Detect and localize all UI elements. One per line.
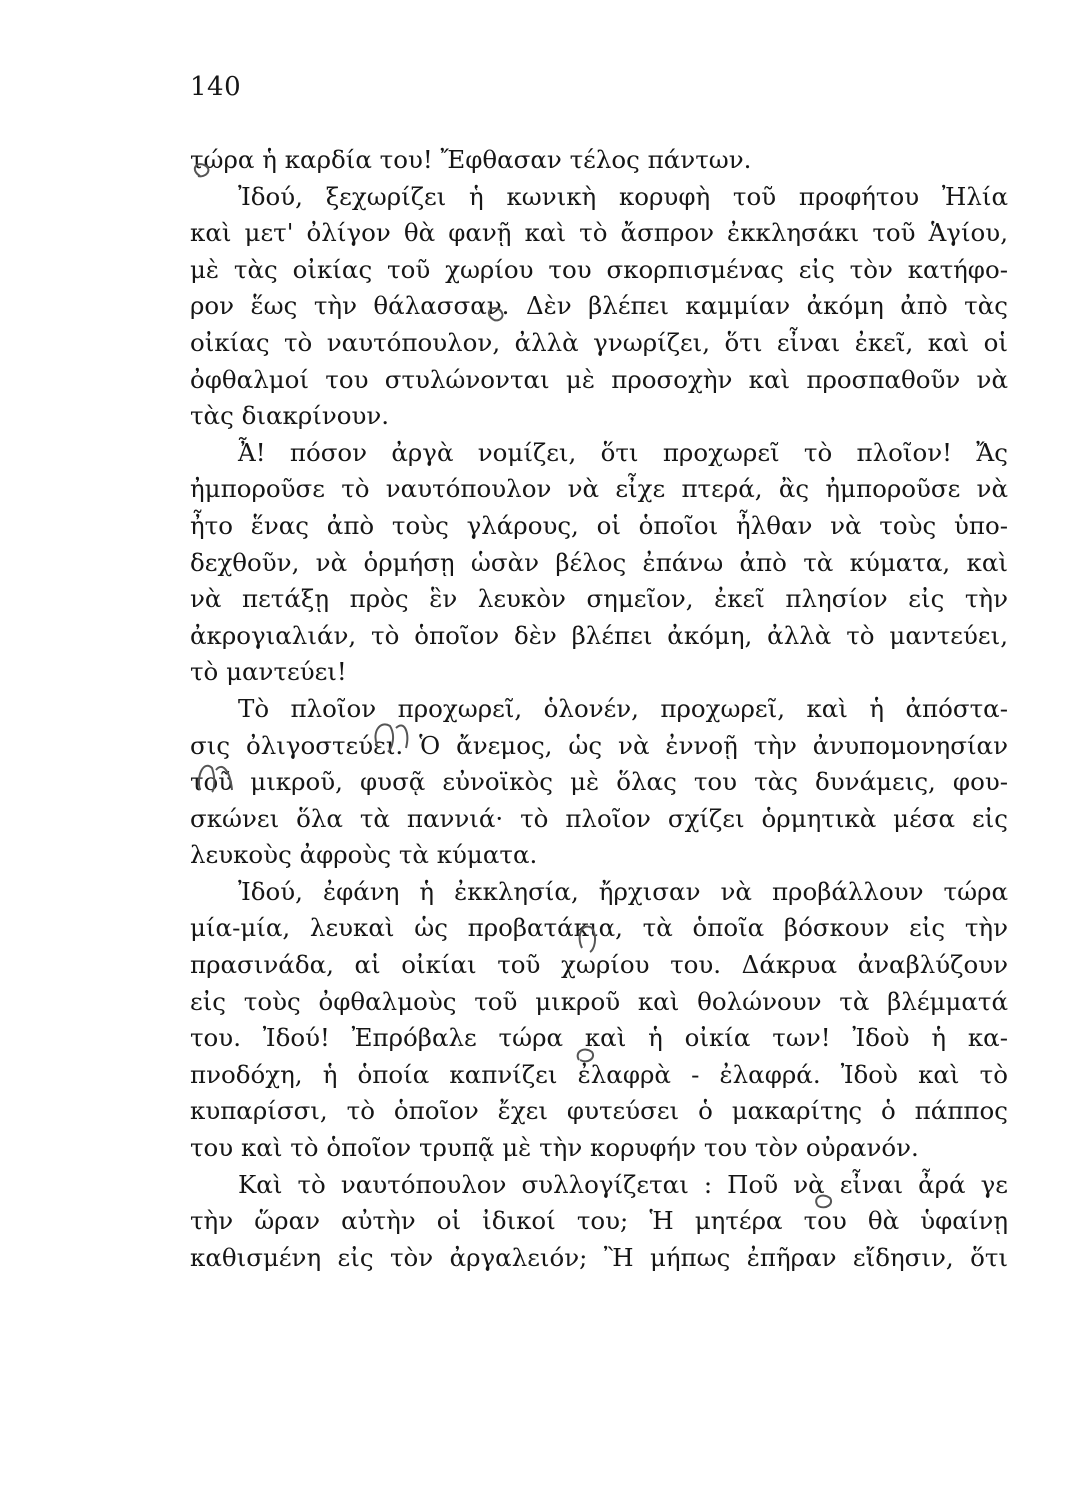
text-line: του. Ἰδού! Ἐπρόβαλε τώρα καὶ ἡ οἰκία των! Ἰδοὺ ἡ κα-: [190, 1023, 1008, 1053]
text-line: Ἰδού, ξεχωρίζει ἡ κωνικὴ κορυφὴ τοῦ προφήτου Ἠλία: [238, 181, 1008, 211]
text-line: πρασινάδα, αἱ οἰκίαι τοῦ χωρίου του. Δάκρυα ἀναβλύζουν: [190, 950, 1008, 980]
text-line: σις ὀλιγοστεύει. Ὁ ἄνεμος, ὡς νὰ ἐννοῇ τὴν ἀνυπομονησίαν: [190, 730, 1008, 760]
text-line: καὶ μετ' ὀλίγον θὰ φανῇ καὶ τὸ ἄσπρον ἐκκλησάκι τοῦ Ἁγίου,: [190, 218, 1008, 248]
text-line: ἀκρογιαλιάν, τὸ ὁποῖον δὲν βλέπει ἀκόμη, ἀλλὰ τὸ μαντεύει,: [190, 620, 1008, 650]
body-text: [190, 142, 1008, 1276]
text-line: κυπαρίσσι, τὸ ὁποῖον ἔχει φυτεύσει ὁ μακαρίτης ὁ πάππος: [190, 1096, 1008, 1126]
page-number: 140: [190, 72, 242, 102]
text-line: ἠμποροῦσε τὸ ναυτόπουλον νὰ εἶχε πτερά, ἂς ἠμποροῦσε νὰ: [190, 474, 1008, 504]
text-line: καθισμένη εἰς τὸν ἀργαλειόν; Ἢ μήπως ἐπῆραν εἴδησιν, ὅτι: [190, 1242, 1008, 1272]
text-line: ρον ἕως τὴν θάλασσαν. Δὲν βλέπει καμμίαν ἀκόμη ἀπὸ τὰς: [190, 291, 1008, 321]
text-line: οἰκίας τὸ ναυτόπουλον, ἀλλὰ γνωρίζει, ὅτι εἶναι ἐκεῖ, καὶ οἱ: [190, 327, 1008, 357]
text-line: τώρα ἡ καρδία του! Ἔφθασαν τέλος πάντων.: [190, 145, 752, 174]
text-line: δεχθοῦν, νὰ ὁρμήσῃ ὡσὰν βέλος ἐπάνω ἀπὸ τὰ κύματα, καὶ: [190, 547, 1008, 577]
text-line: Ἰδού, ἐφάνη ἡ ἐκκλησία, ἤρχισαν νὰ προβάλλουν τώρα: [238, 876, 1008, 906]
text-line: μὲ τὰς οἰκίας τοῦ χωρίου του σκορπισμένας εἰς τὸν κατήφο-: [190, 254, 1008, 284]
text-line: ὀφθαλμοί του στυλώνονται μὲ προσοχὴν καὶ προσπαθοῦν νὰ: [190, 364, 1008, 394]
text-line: Ἆ! πόσον ἀργὰ νομίζει, ὅτι προχωρεῖ τὸ πλοῖον! Ἄς: [238, 437, 1008, 467]
text-line: μία-μία, λευκαὶ ὡς προβατάκια, τὰ ὁποῖα βόσκουν εἰς τὴν: [190, 913, 1008, 943]
text-line: νὰ πετάξῃ πρὸς ἓν λευκὸν σημεῖον, ἐκεῖ πλησίον εἰς τὴν: [190, 584, 1008, 614]
text-line: ἦτο ἕνας ἀπὸ τοὺς γλάρους, οἱ ὁποῖοι ἦλθαν νὰ τοὺς ὑπο-: [190, 510, 1008, 540]
text-line: Καὶ τὸ ναυτόπουλον συλλογίζεται : Ποῦ νὰ εἶναι ἆρά γε: [238, 1169, 1008, 1199]
text-line: λευκοὺς ἀφροὺς τὰ κύματα.: [190, 840, 538, 870]
text-line: τὸ μαντεύει!: [190, 657, 347, 687]
text-line: τὴν ὥραν αὐτὴν οἱ ἰδικοί του; Ἡ μητέρα του θὰ ὑφαίνῃ: [190, 1206, 1008, 1236]
text-line: σκώνει ὅλα τὰ παννιά· τὸ πλοῖον σχίζει ὁρμητικὰ μέσα εἰς: [190, 803, 1008, 833]
text-line: εἰς τοὺς ὀφθαλμοὺς τοῦ μικροῦ καὶ θολώνουν τὰ βλέμματά: [190, 986, 1008, 1016]
text-line: τοῦ μικροῦ, φυσᾷ εὐνοϊκὸς μὲ ὅλας του τὰς δυνάμεις, φου-: [190, 767, 1008, 797]
text-line: πνοδόχη, ἡ ὁποία καπνίζει ἐλαφρὰ - ἐλαφρά. Ἰδοὺ καὶ τὸ: [190, 1059, 1008, 1089]
text-line: του καὶ τὸ ὁποῖον τρυπᾷ μὲ τὴν κορυφήν του τὸν οὐρανόν.: [190, 1133, 919, 1163]
text-line: Τὸ πλοῖον προχωρεῖ, ὁλονέν, προχωρεῖ, καὶ ἡ ἀπόστα-: [238, 693, 1008, 723]
text-line: τὰς διακρίνουν.: [190, 401, 390, 431]
